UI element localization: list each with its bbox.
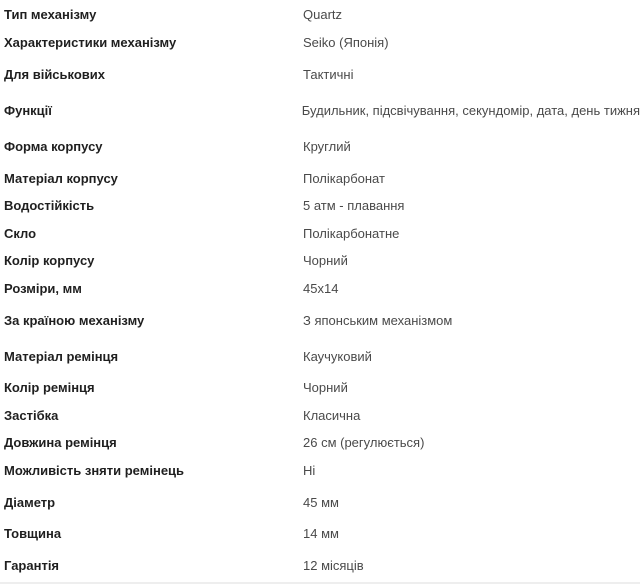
spec-label: Гарантія	[4, 558, 60, 573]
spec-label: Для військових	[4, 67, 106, 82]
spec-row	[0, 457, 640, 485]
spec-row	[0, 29, 640, 57]
spec-value: 12 місяців	[303, 558, 364, 573]
spec-row	[0, 275, 640, 303]
spec-label: Характеристики механізму	[4, 35, 177, 50]
spec-row	[0, 429, 640, 457]
spec-value: Чорний	[303, 380, 348, 396]
spec-value: 26 см (регулюється)	[303, 435, 425, 451]
spec-value: Полікарбонатне	[303, 225, 400, 241]
spec-label: Діаметр	[4, 494, 56, 510]
spec-value: Ні	[303, 462, 316, 478]
spec-row	[0, 220, 640, 248]
spec-label: Матеріал ремінця	[4, 348, 119, 364]
spec-label: Колір корпусу	[4, 253, 95, 269]
spec-row	[0, 338, 640, 374]
spec-value: Quartz	[303, 7, 343, 23]
spec-row	[0, 374, 640, 402]
spec-label: Колір ремінця	[4, 380, 95, 396]
spec-value: Будильник, підсвічування, секундомір, дата, день тижня	[301, 103, 640, 118]
spec-label: Скло	[4, 225, 37, 241]
spec-label: Тип механізму	[4, 7, 97, 23]
spec-row	[0, 93, 640, 129]
spec-row	[0, 165, 640, 193]
spec-row	[0, 402, 640, 430]
spec-row	[0, 57, 640, 93]
spec-value: Чорний	[303, 253, 348, 269]
spec-label: Застібка	[4, 407, 59, 423]
spec-label: Розміри, мм	[4, 280, 82, 296]
spec-label: Функції	[4, 103, 52, 118]
spec-row	[0, 192, 640, 220]
spec-row	[0, 1, 640, 29]
spec-row	[0, 548, 640, 584]
spec-label: Водостійкість	[4, 198, 95, 214]
spec-value: Круглий	[303, 139, 351, 154]
spec-value: Полікарбонат	[303, 170, 385, 186]
spec-row	[0, 302, 640, 338]
spec-value: Каучуковий	[303, 348, 372, 364]
spec-label: Товщина	[4, 526, 62, 542]
spec-value: 14 мм	[303, 526, 339, 542]
spec-label: Можливість зняти ремінець	[4, 462, 185, 478]
spec-label: Матеріал корпусу	[4, 170, 118, 186]
spec-value: З японським механізмом	[303, 312, 453, 328]
spec-label: Довжина ремінця	[4, 435, 117, 451]
spec-value: 45 мм	[303, 494, 339, 510]
spec-value: 5 атм - плавання	[303, 198, 405, 214]
spec-value: Seiko (Японія)	[303, 35, 389, 50]
spec-row	[0, 520, 640, 548]
spec-row	[0, 129, 640, 165]
spec-value: 45х14	[303, 280, 339, 296]
spec-value: Класична	[303, 407, 361, 423]
spec-row	[0, 247, 640, 275]
spec-row	[0, 484, 640, 520]
spec-label: За країною механізму	[4, 312, 145, 328]
spec-value: Тактичні	[303, 67, 354, 82]
spec-label: Форма корпусу	[4, 139, 103, 154]
